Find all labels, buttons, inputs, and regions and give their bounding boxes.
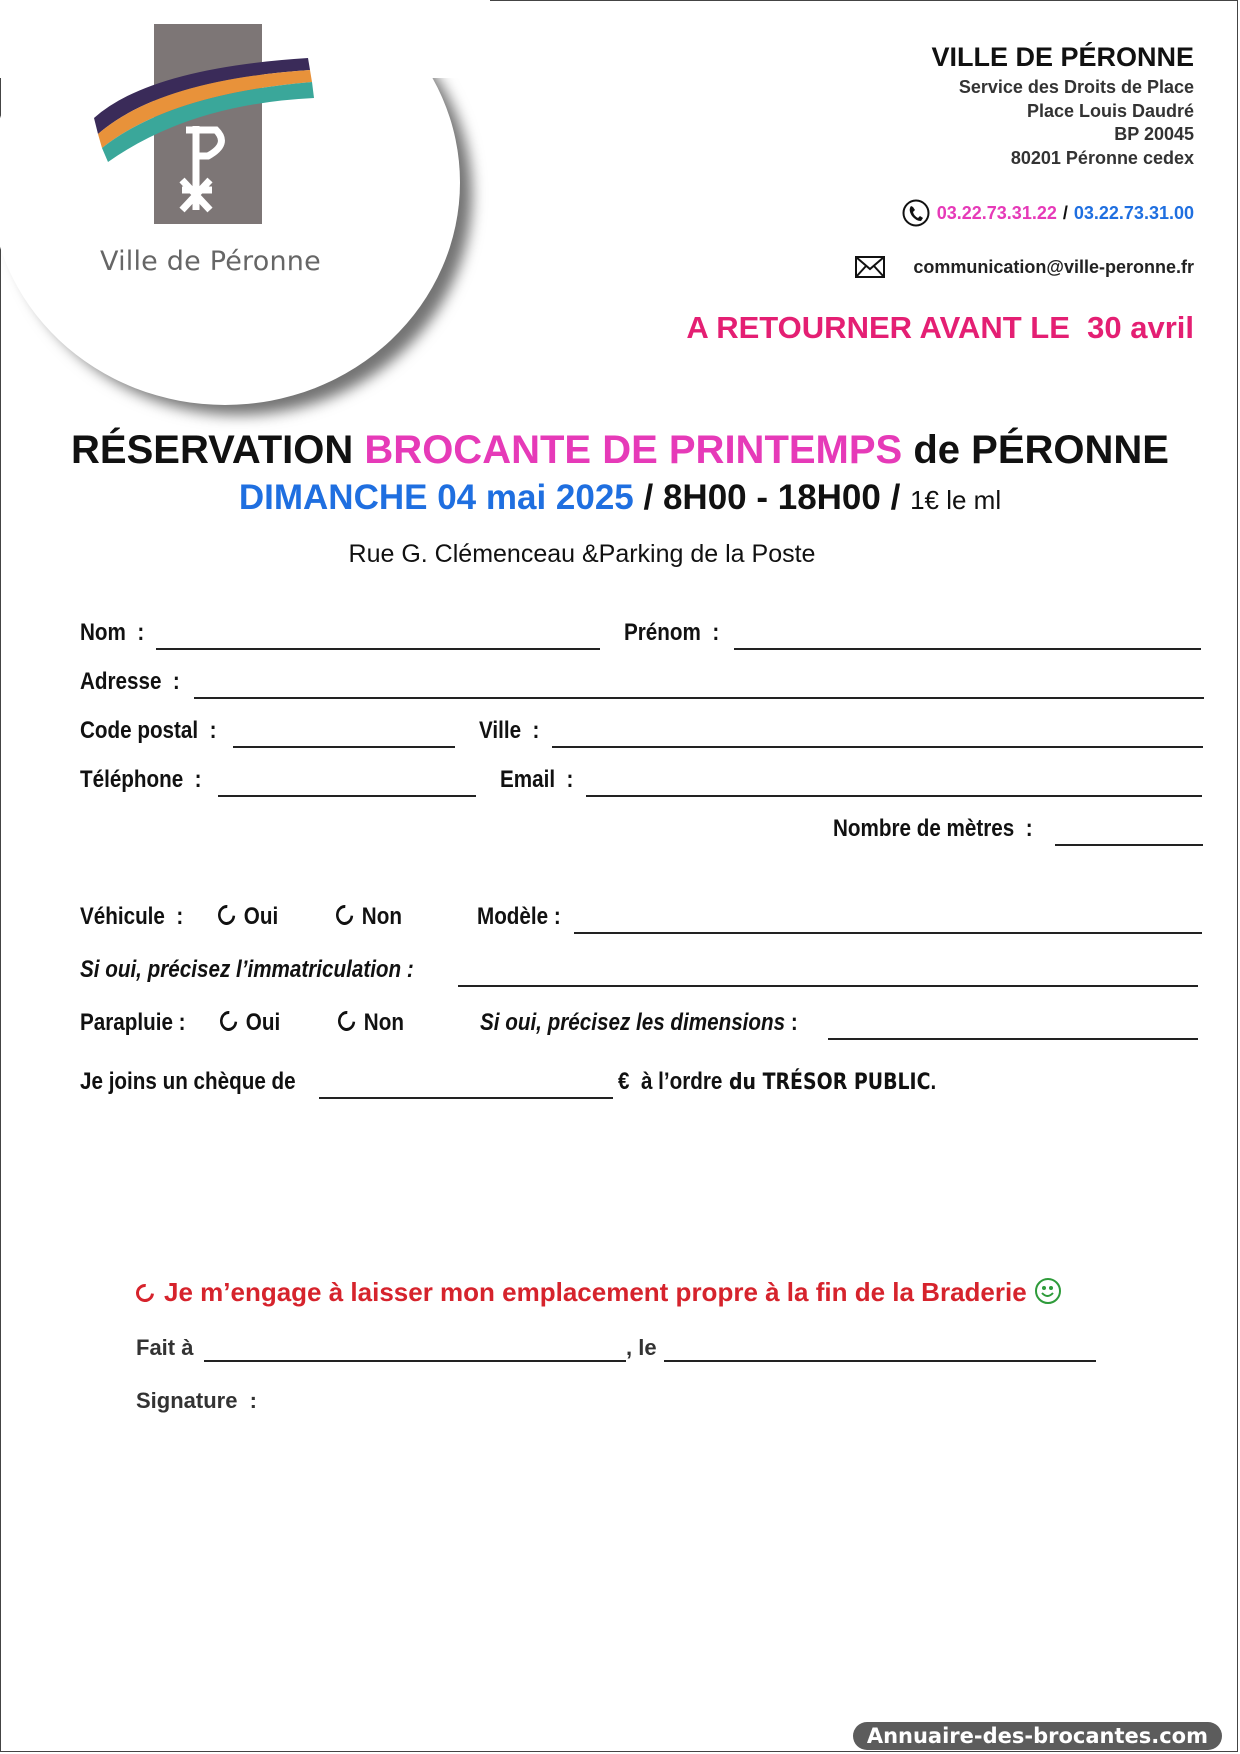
event-location: Rue G. Clémenceau &Parking de la Poste <box>348 540 816 568</box>
radio-icon[interactable] <box>332 901 356 929</box>
dimensions-colon: : <box>785 1009 798 1036</box>
input-metres[interactable] <box>1055 844 1203 846</box>
logo-emblem-icon <box>90 40 320 220</box>
input-adresse[interactable] <box>194 697 1204 699</box>
email-row <box>855 256 1194 278</box>
event-price: 1€ le ml <box>910 485 1002 515</box>
event-schedule <box>0 478 1240 518</box>
commitment-radio-icon[interactable] <box>132 1280 157 1305</box>
label-code-postal: Code postal : <box>80 717 217 744</box>
label-adresse: Adresse : <box>80 668 180 695</box>
radio-icon[interactable] <box>334 1007 358 1035</box>
label-ville: Ville : <box>479 717 540 744</box>
event-date: DIMANCHE 04 mai 2025 <box>238 478 634 517</box>
vehicule-non-option[interactable] <box>336 903 402 931</box>
label-parapluie: Parapluie : <box>80 1009 186 1036</box>
event-hours: 8H00 - 18H00 <box>662 478 881 517</box>
address-block <box>931 42 1194 170</box>
label-modele: Modèle : <box>477 903 561 930</box>
label-vehicule: Véhicule : <box>80 903 184 930</box>
page-title <box>0 428 1240 473</box>
input-telephone[interactable] <box>218 795 476 797</box>
input-email[interactable] <box>586 795 1202 797</box>
cheque-dot: . <box>930 1068 937 1095</box>
dimensions-text: Si oui, précisez les dimensions <box>480 1009 786 1036</box>
cheque-euro: € à l’ordre <box>618 1068 723 1095</box>
deadline-date: 30 avril <box>1087 310 1194 345</box>
label-immatriculation: Si oui, précisez l’immatriculation : <box>80 956 414 983</box>
label-prenom: Prénom : <box>624 619 720 646</box>
watermark: Annuaire-des-brocantes.com <box>853 1722 1222 1750</box>
input-date[interactable] <box>664 1360 1096 1362</box>
vehicule-oui-option[interactable] <box>218 903 278 931</box>
input-prenom[interactable] <box>734 648 1201 650</box>
label-signature: Signature : <box>136 1388 258 1413</box>
address-line: BP 20045 <box>1114 124 1194 144</box>
label-le: , le <box>626 1335 657 1360</box>
commitment-text: Je m’engage à laisser mon emplacement propre à la fin de la Braderie <box>164 1277 1027 1307</box>
address-line: Service des Droits de Place <box>958 77 1194 97</box>
input-nom[interactable] <box>156 648 600 650</box>
radio-icon[interactable] <box>214 901 238 929</box>
option-label: Non <box>363 1009 404 1036</box>
address-line: Place Louis Daudré <box>1026 100 1194 121</box>
label-metres: Nombre de mètres : <box>833 815 1033 842</box>
label-dimensions <box>480 1009 798 1037</box>
parapluie-non-option[interactable] <box>338 1009 404 1037</box>
phone-2[interactable]: 03.22.73.31.00 <box>1073 202 1194 223</box>
title-part: RÉSERVATION <box>71 428 365 472</box>
title-event: BROCANTE DE PRINTEMPS <box>364 428 903 472</box>
deadline-notice <box>686 310 1194 346</box>
deadline-prefix: A RETOURNER AVANT LE <box>686 310 1079 345</box>
input-code-postal[interactable] <box>233 746 455 748</box>
input-immatriculation[interactable] <box>458 985 1198 987</box>
address-line: 80201 Péronne cedex <box>1010 147 1194 168</box>
label-telephone: Téléphone : <box>80 766 202 793</box>
input-cheque-amount[interactable] <box>319 1097 613 1099</box>
org-name: VILLE DE PÉRONNE <box>931 42 1194 72</box>
phone-1[interactable]: 03.22.73.31.22 <box>936 202 1057 223</box>
phone-row <box>901 198 1194 228</box>
title-part: de PÉRONNE <box>902 428 1169 472</box>
cheque-payee-name: du TRÉSOR PUBLIC <box>722 1070 931 1095</box>
input-modele[interactable] <box>574 932 1202 934</box>
label-cheque: Je joins un chèque de <box>80 1068 296 1095</box>
schedule-separator: / <box>633 478 663 517</box>
parapluie-oui-option[interactable] <box>220 1009 280 1037</box>
smiley-icon <box>1035 1278 1061 1304</box>
option-label: Oui <box>243 903 279 930</box>
label-nom: Nom : <box>80 619 145 646</box>
label-email: Email : <box>500 766 574 793</box>
radio-icon[interactable] <box>216 1007 240 1035</box>
logo-caption: Ville de Péronne <box>100 246 321 277</box>
phone-separator: / <box>1062 202 1068 223</box>
label-fait-a: Fait à <box>136 1335 194 1360</box>
schedule-separator: / <box>880 478 911 517</box>
input-dimensions[interactable] <box>828 1038 1198 1040</box>
input-fait-a[interactable] <box>204 1360 626 1362</box>
cheque-payee <box>618 1068 936 1096</box>
input-ville[interactable] <box>552 746 1203 748</box>
phone-icon <box>901 198 931 228</box>
envelope-icon <box>855 256 885 278</box>
option-label: Non <box>361 903 402 930</box>
contact-email[interactable]: communication@ville-peronne.fr <box>913 256 1194 277</box>
option-label: Oui <box>245 1009 281 1036</box>
commitment-statement <box>136 1277 1061 1308</box>
